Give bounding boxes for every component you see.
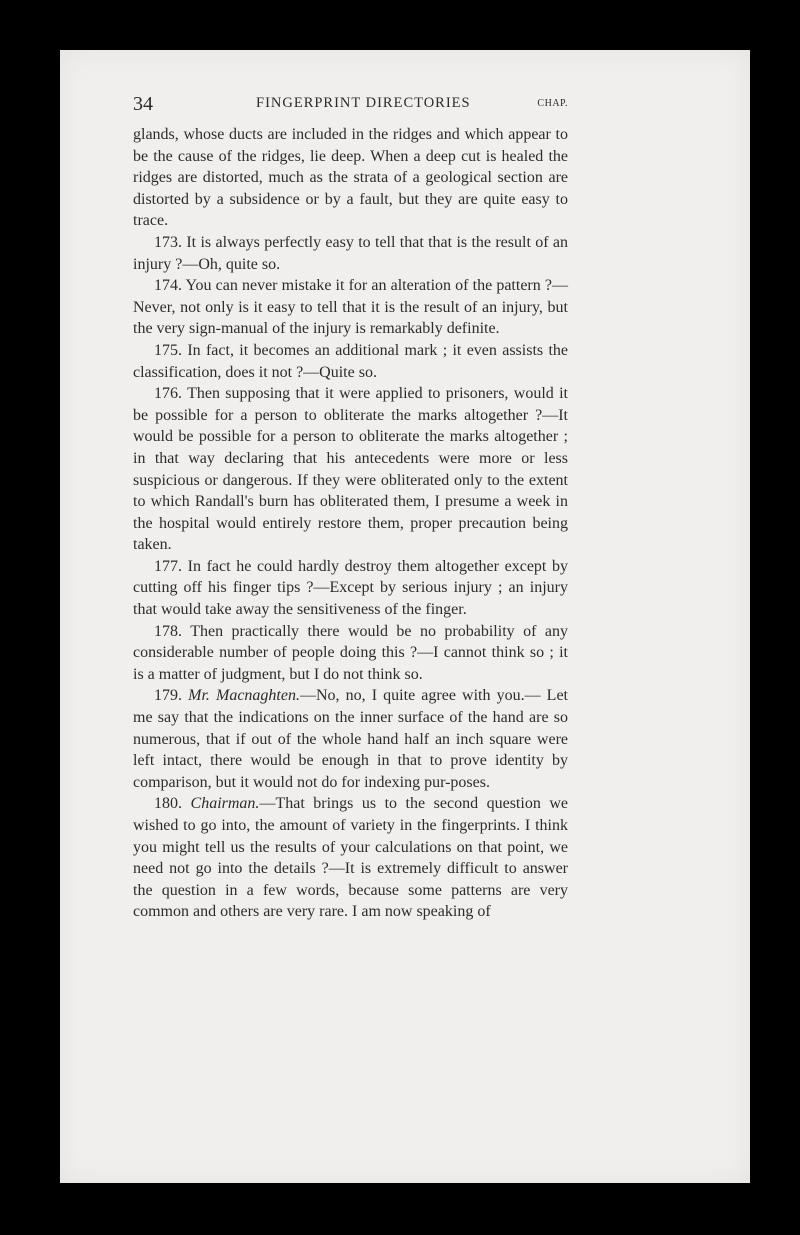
- body-text: [133, 124, 568, 923]
- paragraph-number: 180.: [154, 795, 182, 813]
- paragraph-text: Then practically there would be no probability of any considerable number of people doing this ?—I cannot think so ; it is a matter of judgment, but I do not think so.: [133, 622, 569, 683]
- paragraph-continuation: [133, 124, 568, 232]
- paragraph-text: It is always perfectly easy to tell that that is the result of an injury ?—Oh, quite so.: [133, 233, 569, 273]
- running-title: FINGERPRINT DIRECTORIES: [256, 95, 471, 111]
- paragraph-number: 174.: [154, 277, 182, 295]
- paragraph-text: In fact he could hardly destroy them altogether except by cutting off his finger tips ?—Except by serious injury ; an injury that would take away the sensitiveness of the finger.: [133, 557, 569, 619]
- speaker-name: Mr. Macnaghten.: [188, 687, 300, 705]
- paragraph-number: 179.: [154, 687, 182, 705]
- speaker-name: Chairman.: [190, 795, 260, 813]
- paragraph-text: Then supposing that it were applied to prisoners, would it be possible for a person to obliterate the marks altogether ?—It would be possible for a person to obliterate the marks altogether ; in that way declaring that his antecedents were more or less suspicious or dangerous. If they were obliterated only to the extent to which Randall's burn has obliterated them, I presume a week in the hospital would entirely restore them, proper precaution being taken.: [133, 385, 568, 554]
- paragraph-text: —That brings us to the second question we wished to go into, the amount of variety in the fingerprints. I think you might tell us the results of your calculations on that point, we need not go into the details ?—It is extremely difficult to answer the question in a few words, because some patterns are very common and others are very rare. I am now speaking of: [133, 795, 568, 921]
- paragraph-174: [133, 275, 568, 340]
- paragraph-number: 173.: [154, 233, 182, 251]
- paragraph-text: You can never mistake it for an alteration of the pattern ?—Never, not only is it easy to tell that it is the result of an injury, but the very sign-manual of the injury is remarkably definite.: [133, 277, 568, 338]
- paragraph-180: [133, 793, 568, 923]
- page-header: [133, 93, 568, 119]
- paragraph-number: 178.: [154, 622, 182, 640]
- paragraph-176: [133, 383, 568, 556]
- paragraph-text: glands, whose ducts are included in the ridges and which appear to be the cause of the ridges, lie deep. When a deep cut is healed the ridges are distorted, much as the strata of a geological section are distorted by a subsidence or by a fault, but they are quite easy to trace.: [133, 126, 568, 230]
- paragraph-177: [133, 556, 568, 621]
- paragraph-number: 177.: [154, 557, 182, 575]
- paragraph-178: [133, 621, 568, 686]
- paragraph-179: [133, 685, 568, 793]
- paragraph-173: [133, 232, 568, 275]
- chapter-label: CHAP.: [537, 98, 568, 109]
- paragraph-text: —No, no, I quite agree with you.— Let me say that the indications on the inner surface of the hand are so numerous, that if out of the whole hand half an inch square were left intact, there would be enough in that to prove identity by comparison, but it would not do for indexing pur-poses.: [133, 687, 568, 791]
- paragraph-text: In fact, it becomes an additional mark ; it even assists the classification, does it not ?—Quite so.: [133, 341, 568, 381]
- paragraph-number: 176.: [154, 385, 182, 403]
- paragraph-number: 175.: [154, 341, 182, 359]
- page-number: 34: [133, 93, 153, 115]
- paragraph-175: [133, 340, 568, 383]
